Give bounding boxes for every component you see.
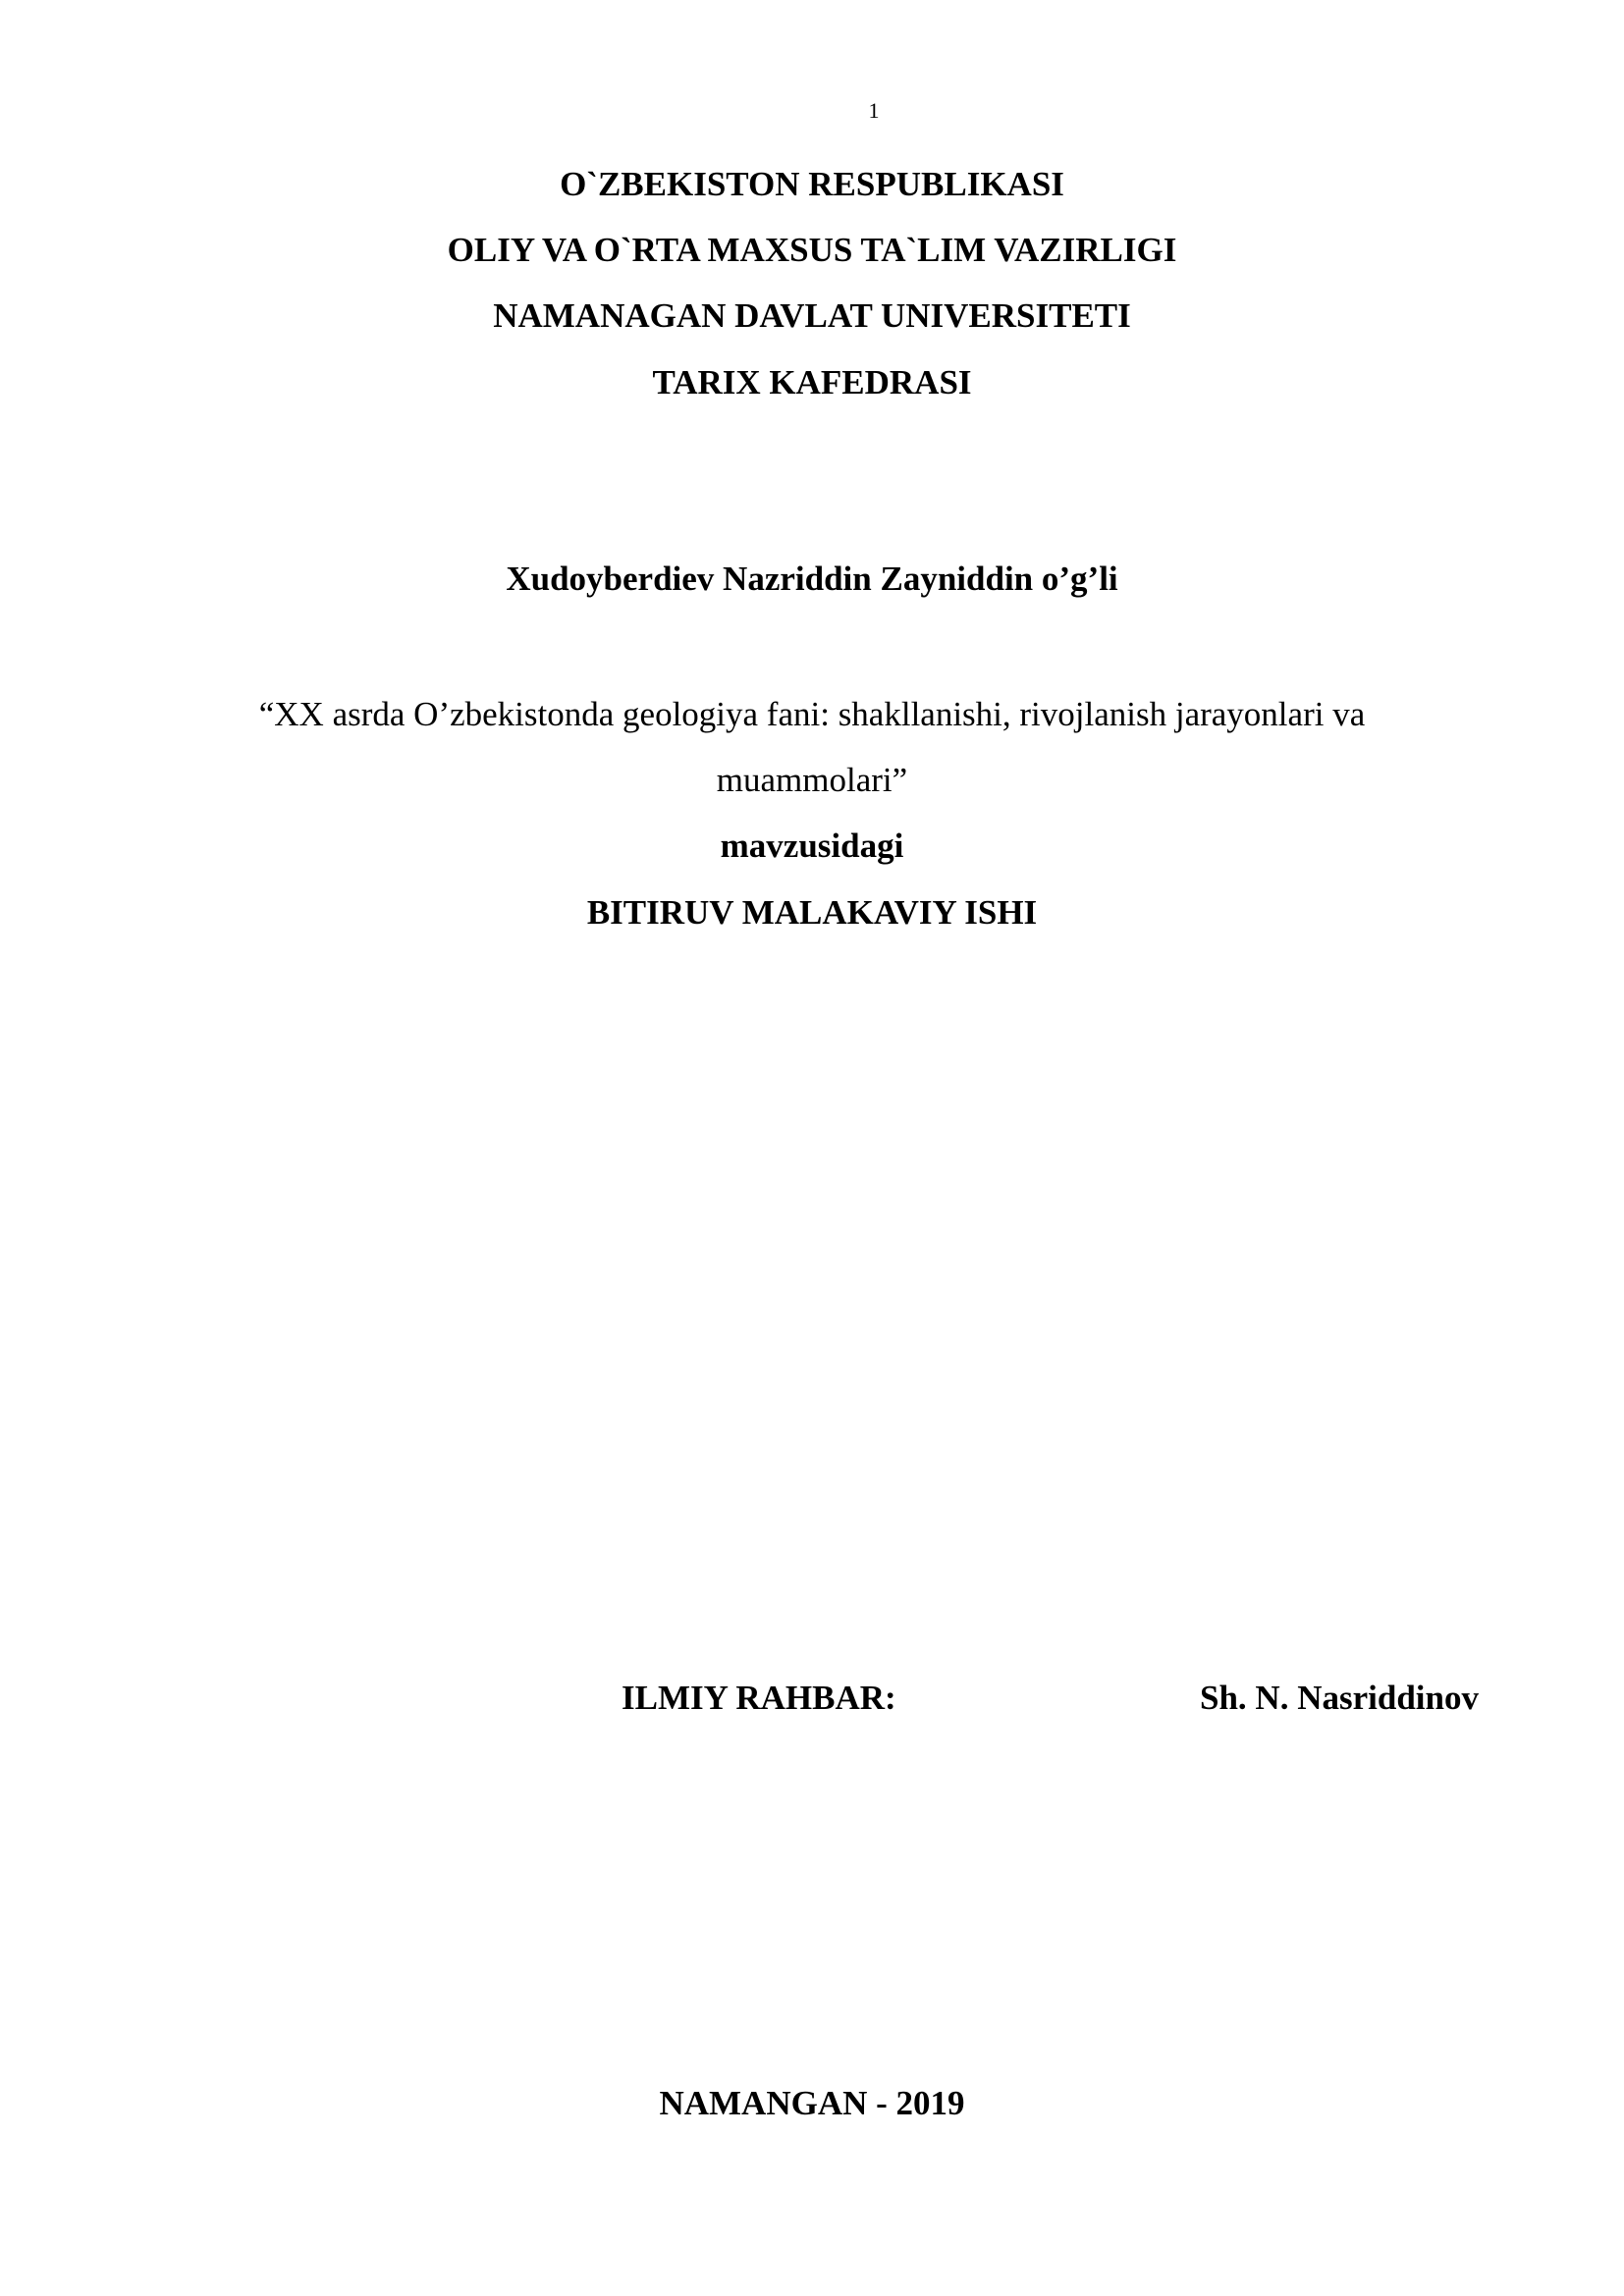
header-ministry: OLIY VA O`RTA MAXSUS TA`LIM VAZIRLIGI <box>447 231 1177 269</box>
author-name: Xudoyberdiev Nazriddin Zayniddin o’g’li <box>506 560 1118 598</box>
page-number: 1 <box>868 98 880 123</box>
supervisor-label: ILMIY RAHBAR: <box>622 1679 896 1717</box>
work-type-title: BITIRUV MALAKAVIY ISHI <box>586 893 1038 932</box>
header-republic: O`ZBEKISTON RESPUBLIKASI <box>560 165 1064 203</box>
footer-city-year: NAMANGAN - 2019 <box>659 2084 965 2122</box>
supervisor-name: Sh. N. Nasriddinov <box>1200 1679 1479 1717</box>
topic-suffix: mavzusidagi <box>720 827 904 865</box>
topic-line-1: “XX asrda O’zbekistonda geologiya fani: shakllanishi, rivojlanish jarayonlari va <box>258 695 1366 733</box>
header-university: NAMANAGAN DAVLAT UNIVERSITETI <box>493 296 1131 335</box>
header-department: TARIX KAFEDRASI <box>652 363 972 401</box>
topic-line-2: muammolari” <box>716 761 908 799</box>
